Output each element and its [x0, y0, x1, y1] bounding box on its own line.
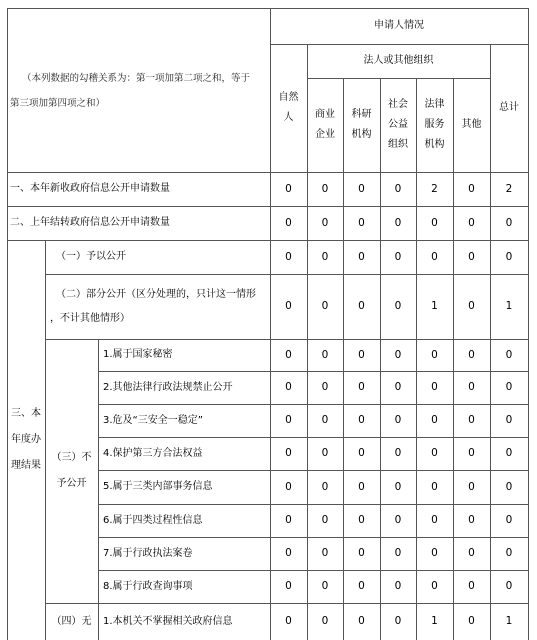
value-not-open-4-total: 0	[505, 447, 513, 460]
value-not-open-6-other: 0	[468, 514, 475, 527]
value-not-open-7-other: 0	[468, 547, 475, 560]
not-open-item-label-8: 8.属于行政查询事项	[103, 580, 193, 592]
social-welfare-header	[380, 78, 416, 172]
value-not-open-3-commercial: 0	[321, 414, 329, 427]
value-not-open-7-legal-service: 0	[431, 547, 438, 560]
grant-label: （一）予以公开	[56, 251, 126, 262]
not-open-item-label-1: 1.属于国家秘密	[103, 349, 173, 360]
value-not-open-6-social: 0	[394, 514, 402, 527]
value-not-open-4-commercial: 0	[321, 447, 329, 460]
value-none-1-social: 0	[394, 615, 402, 628]
not-open-item-label-6: 6.属于四类过程性信息	[103, 514, 203, 526]
value-not-open-1-other: 0	[468, 348, 475, 361]
value-partial-other: 0	[468, 300, 475, 313]
value-not-open-7-natural-person: 0	[285, 547, 292, 560]
value-carryover-natural-person: 0	[285, 216, 292, 229]
social-header-line1: 社会	[388, 99, 408, 110]
value-not-open-4-social: 0	[394, 447, 402, 460]
value-not-open-4-other: 0	[468, 447, 475, 460]
value-grant-commercial: 0	[321, 250, 329, 263]
value-none-1-legal-service: 1	[431, 615, 438, 628]
value-grant-social: 0	[394, 250, 402, 263]
value-not-open-3-research: 0	[358, 414, 365, 427]
value-not-open-5-research: 0	[358, 480, 365, 493]
not-open-label-line1: （三）不	[51, 452, 92, 463]
not-open-item-label-3: 3.危及“三安全一稳定”	[103, 414, 203, 426]
value-not-open-5-natural-person: 0	[285, 480, 292, 493]
value-not-open-8-research: 0	[358, 580, 365, 593]
value-carryover-other: 0	[468, 216, 475, 229]
none-item-label: 1.本机关不掌握相关政府信息	[103, 615, 233, 627]
value-not-open-1-total: 0	[505, 348, 513, 361]
natural-person-header-line2: 人	[283, 112, 294, 123]
value-grant-total: 0	[505, 250, 513, 263]
social-header-line2: 公益	[388, 119, 408, 130]
relationship-note-line2: 第三项加第四项之和）	[10, 98, 106, 109]
value-none-1-other: 0	[468, 615, 475, 628]
value-none-1-commercial: 0	[321, 615, 329, 628]
not-open-label-line2: 予公开	[56, 478, 87, 489]
value-not-open-6-research: 0	[358, 514, 365, 527]
value-new-applications-other: 0	[468, 182, 475, 195]
value-partial-commercial: 0	[321, 300, 329, 313]
value-not-open-3-social: 0	[394, 414, 402, 427]
value-not-open-7-research: 0	[358, 547, 365, 560]
value-not-open-8-total: 0	[505, 580, 513, 593]
legal-entity-header: 法人或其他组织	[363, 55, 434, 66]
section-results-line3: 理结果	[11, 460, 41, 471]
value-none-1-natural-person: 0	[285, 615, 292, 628]
commercial-header-line2: 企业	[315, 129, 335, 140]
value-not-open-3-total: 0	[505, 414, 513, 427]
value-new-applications-research: 0	[358, 182, 365, 195]
not-open-label	[45, 339, 98, 603]
section-results-label	[7, 240, 45, 640]
value-not-open-2-legal-service: 0	[431, 381, 438, 394]
value-not-open-2-natural-person: 0	[285, 381, 292, 394]
value-not-open-2-research: 0	[358, 381, 365, 394]
none-label: （四）无	[51, 615, 92, 627]
value-not-open-5-legal-service: 0	[431, 480, 438, 493]
natural-person-header-line1: 自然	[278, 92, 299, 103]
value-partial-legal-service: 1	[431, 300, 438, 313]
value-partial-total: 1	[505, 300, 513, 313]
value-not-open-1-commercial: 0	[321, 348, 329, 361]
value-grant-research: 0	[358, 250, 365, 263]
value-new-applications-social: 0	[394, 182, 402, 195]
value-not-open-8-legal-service: 0	[431, 580, 438, 593]
value-new-applications-commercial: 0	[321, 182, 329, 195]
section-results-line2: 年度办	[11, 434, 41, 445]
value-not-open-5-other: 0	[468, 480, 475, 493]
not-open-item-label-2: 2.其他法律行政法规禁止公开	[103, 381, 233, 393]
legal-service-header-line2: 服务	[424, 119, 445, 130]
not-open-item-label-5: 5.属于三类内部事务信息	[103, 481, 213, 492]
value-not-open-4-legal-service: 0	[431, 447, 438, 460]
value-grant-natural-person: 0	[285, 250, 292, 263]
value-not-open-6-legal-service: 0	[431, 514, 438, 527]
row-new-applications-label: 一、本年新收政府信息公开申请数量	[10, 183, 170, 194]
social-header-line3: 组织	[388, 139, 408, 150]
value-not-open-7-commercial: 0	[321, 547, 329, 560]
value-not-open-1-social: 0	[394, 348, 402, 361]
value-not-open-5-total: 0	[505, 480, 513, 493]
partial-label-line1: （二）部分公开（区分处理的，只计这一情形	[56, 288, 256, 300]
value-partial-natural-person: 0	[285, 300, 292, 313]
value-not-open-2-social: 0	[394, 381, 402, 394]
value-carryover-legal-service: 0	[431, 216, 438, 229]
value-not-open-1-research: 0	[358, 348, 365, 361]
value-not-open-2-other: 0	[468, 381, 475, 394]
value-not-open-3-legal-service: 0	[431, 414, 438, 427]
relationship-note	[10, 64, 268, 120]
value-not-open-4-natural-person: 0	[285, 447, 292, 460]
legal-service-header-line3: 机构	[424, 139, 445, 150]
legal-service-header	[416, 78, 453, 172]
value-new-applications-legal-service: 2	[431, 182, 438, 195]
legal-service-header-line1: 法律	[424, 99, 445, 110]
value-not-open-3-other: 0	[468, 414, 475, 427]
commercial-enterprise-header	[307, 78, 343, 172]
value-not-open-2-total: 0	[505, 381, 513, 394]
value-none-1-research: 0	[358, 615, 365, 628]
value-not-open-6-total: 0	[505, 514, 513, 527]
partial-label-line2: ，不计其他情形）	[50, 312, 130, 324]
value-not-open-7-total: 0	[505, 547, 513, 560]
value-not-open-5-social: 0	[394, 480, 402, 493]
value-not-open-3-natural-person: 0	[285, 414, 292, 427]
value-not-open-5-commercial: 0	[321, 480, 329, 493]
applicant-header: 申请人情况	[374, 20, 424, 31]
value-carryover-social: 0	[394, 216, 402, 229]
research-header-line2: 机构	[351, 129, 372, 140]
other-header: 其他	[461, 119, 482, 130]
commercial-header-line1: 商业	[315, 109, 335, 120]
value-not-open-8-social: 0	[394, 580, 402, 593]
research-institution-header	[343, 78, 380, 172]
value-not-open-6-commercial: 0	[321, 514, 329, 527]
value-partial-social: 0	[394, 300, 402, 313]
value-carryover-research: 0	[358, 216, 365, 229]
value-not-open-1-legal-service: 0	[431, 348, 438, 361]
value-new-applications-total: 2	[505, 182, 513, 195]
value-not-open-2-commercial: 0	[321, 381, 329, 394]
value-not-open-4-research: 0	[358, 447, 365, 460]
not-open-item-label-7: 7.属于行政执法案卷	[103, 547, 193, 559]
value-carryover-commercial: 0	[321, 216, 329, 229]
value-not-open-6-natural-person: 0	[285, 514, 292, 527]
value-not-open-8-commercial: 0	[321, 580, 329, 593]
value-not-open-1-natural-person: 0	[285, 348, 292, 361]
section-results-line1: 三、本	[11, 408, 41, 419]
value-grant-other: 0	[468, 250, 475, 263]
relationship-note-line1: （本列数据的勾稽关系为：第一项加第二项之和，等于	[22, 73, 251, 85]
partial-label	[50, 274, 268, 339]
not-open-item-label-4: 4.保护第三方合法权益	[103, 447, 203, 459]
value-partial-research: 0	[358, 300, 365, 313]
value-new-applications-natural-person: 0	[285, 182, 292, 195]
value-not-open-8-natural-person: 0	[285, 580, 292, 593]
value-not-open-8-other: 0	[468, 580, 475, 593]
value-carryover-total: 0	[505, 216, 513, 229]
natural-person-header	[270, 44, 307, 172]
total-header: 总计	[499, 102, 519, 113]
value-not-open-7-social: 0	[394, 547, 402, 560]
value-none-1-total: 1	[505, 615, 513, 628]
row-carryover-applications-label: 二、上年结转政府信息公开申请数量	[10, 217, 170, 228]
value-grant-legal-service: 0	[431, 250, 438, 263]
research-header-line1: 科研	[351, 109, 372, 120]
